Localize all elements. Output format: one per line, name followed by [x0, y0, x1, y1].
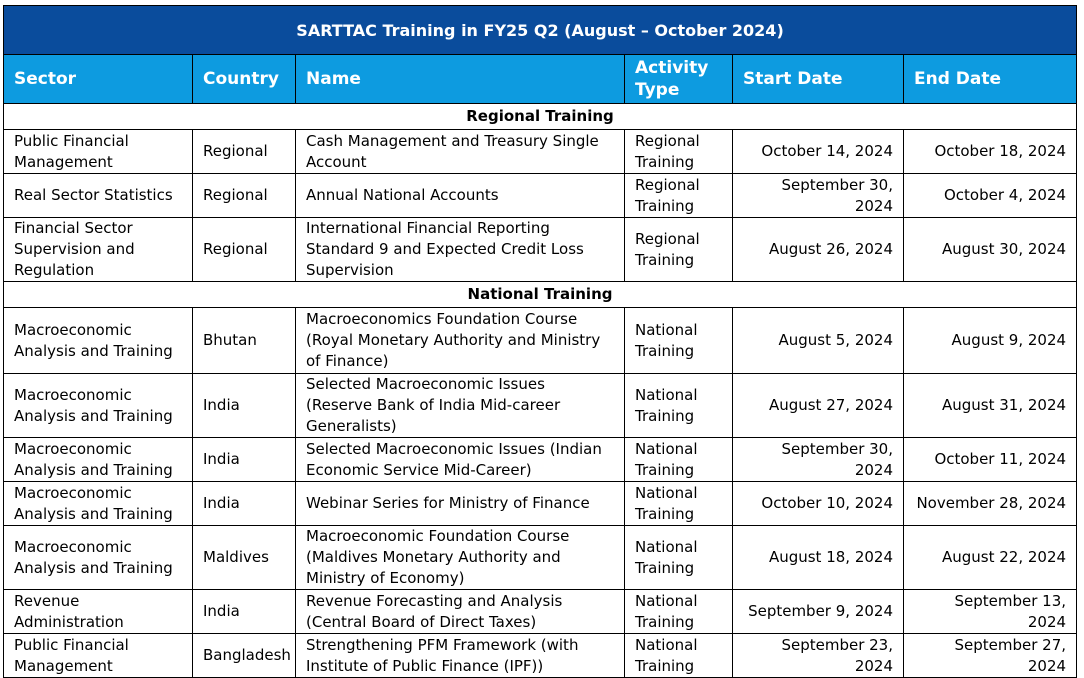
cell-sector: Real Sector Statistics	[4, 174, 193, 218]
cell-country: Regional	[193, 218, 296, 282]
cell-start-date: October 10, 2024	[733, 482, 904, 526]
cell-name: Macroeconomics Foundation Course (Royal Monetary Authority and Ministry of Finance)	[296, 308, 625, 374]
cell-end-date: September 13, 2024	[904, 590, 1077, 634]
cell-start-date: August 27, 2024	[733, 374, 904, 438]
cell-country: India	[193, 590, 296, 634]
cell-country: Regional	[193, 174, 296, 218]
cell-end-date: August 30, 2024	[904, 218, 1077, 282]
cell-activity-type: National Training	[625, 590, 733, 634]
cell-sector: Public Financial Management	[4, 130, 193, 174]
cell-sector: Macroeconomic Analysis and Training	[4, 308, 193, 374]
cell-activity-type: Regional Training	[625, 130, 733, 174]
group-header: National Training	[4, 282, 1077, 308]
column-header-sector: Sector	[4, 55, 193, 104]
cell-start-date: October 14, 2024	[733, 130, 904, 174]
cell-activity-type: National Training	[625, 438, 733, 482]
cell-end-date: October 11, 2024	[904, 438, 1077, 482]
cell-start-date: September 9, 2024	[733, 590, 904, 634]
table-row	[4, 482, 1077, 526]
cell-country: India	[193, 482, 296, 526]
cell-name: Webinar Series for Ministry of Finance	[296, 482, 625, 526]
cell-start-date: September 30, 2024	[733, 438, 904, 482]
cell-country: Maldives	[193, 526, 296, 590]
table-row	[4, 634, 1077, 678]
cell-country: Bhutan	[193, 308, 296, 374]
cell-sector: Public Financial Management	[4, 634, 193, 678]
cell-sector: Macroeconomic Analysis and Training	[4, 482, 193, 526]
column-header-start-date: Start Date	[733, 55, 904, 104]
cell-start-date: September 23, 2024	[733, 634, 904, 678]
cell-name: Selected Macroeconomic Issues (Indian Economic Service Mid-Career)	[296, 438, 625, 482]
group-header-row	[4, 104, 1077, 130]
cell-country: Regional	[193, 130, 296, 174]
cell-name: Strengthening PFM Framework (with Institute of Public Finance (IPF))	[296, 634, 625, 678]
table-row	[4, 308, 1077, 374]
cell-activity-type: National Training	[625, 526, 733, 590]
cell-end-date: August 9, 2024	[904, 308, 1077, 374]
cell-activity-type: National Training	[625, 308, 733, 374]
cell-name: Cash Management and Treasury Single Account	[296, 130, 625, 174]
cell-end-date: August 22, 2024	[904, 526, 1077, 590]
cell-start-date: August 5, 2024	[733, 308, 904, 374]
cell-name: Revenue Forecasting and Analysis (Central Board of Direct Taxes)	[296, 590, 625, 634]
cell-start-date: September 30, 2024	[733, 174, 904, 218]
cell-sector: Revenue Administration	[4, 590, 193, 634]
cell-name: International Financial Reporting Standard 9 and Expected Credit Loss Supervision	[296, 218, 625, 282]
cell-activity-type: Regional Training	[625, 174, 733, 218]
group-header-row	[4, 282, 1077, 308]
cell-end-date: October 4, 2024	[904, 174, 1077, 218]
column-header-name: Name	[296, 55, 625, 104]
cell-country: India	[193, 374, 296, 438]
cell-end-date: August 31, 2024	[904, 374, 1077, 438]
cell-activity-type: National Training	[625, 374, 733, 438]
table-row	[4, 218, 1077, 282]
cell-end-date: September 27, 2024	[904, 634, 1077, 678]
group-header: Regional Training	[4, 104, 1077, 130]
table-row	[4, 590, 1077, 634]
cell-name: Macroeconomic Foundation Course (Maldives Monetary Authority and Ministry of Economy)	[296, 526, 625, 590]
cell-activity-type: National Training	[625, 482, 733, 526]
training-table	[3, 5, 1077, 678]
cell-country: India	[193, 438, 296, 482]
table-row	[4, 130, 1077, 174]
cell-activity-type: National Training	[625, 634, 733, 678]
cell-name: Selected Macroeconomic Issues (Reserve Bank of India Mid-career Generalists)	[296, 374, 625, 438]
cell-name: Annual National Accounts	[296, 174, 625, 218]
column-header-activity-type: Activity Type	[625, 55, 733, 104]
cell-sector: Macroeconomic Analysis and Training	[4, 438, 193, 482]
cell-activity-type: Regional Training	[625, 218, 733, 282]
table-body	[4, 104, 1077, 678]
cell-start-date: August 18, 2024	[733, 526, 904, 590]
cell-end-date: November 28, 2024	[904, 482, 1077, 526]
training-table-container	[3, 5, 1076, 678]
table-row	[4, 174, 1077, 218]
table-row	[4, 438, 1077, 482]
cell-end-date: October 18, 2024	[904, 130, 1077, 174]
table-row	[4, 374, 1077, 438]
column-header-country: Country	[193, 55, 296, 104]
cell-sector: Macroeconomic Analysis and Training	[4, 374, 193, 438]
column-header-end-date: End Date	[904, 55, 1077, 104]
cell-country: Bangladesh	[193, 634, 296, 678]
table-row	[4, 526, 1077, 590]
cell-start-date: August 26, 2024	[733, 218, 904, 282]
cell-sector: Financial Sector Supervision and Regulation	[4, 218, 193, 282]
cell-sector: Macroeconomic Analysis and Training	[4, 526, 193, 590]
table-title: SARTTAC Training in FY25 Q2 (August – October 2024)	[4, 6, 1077, 55]
